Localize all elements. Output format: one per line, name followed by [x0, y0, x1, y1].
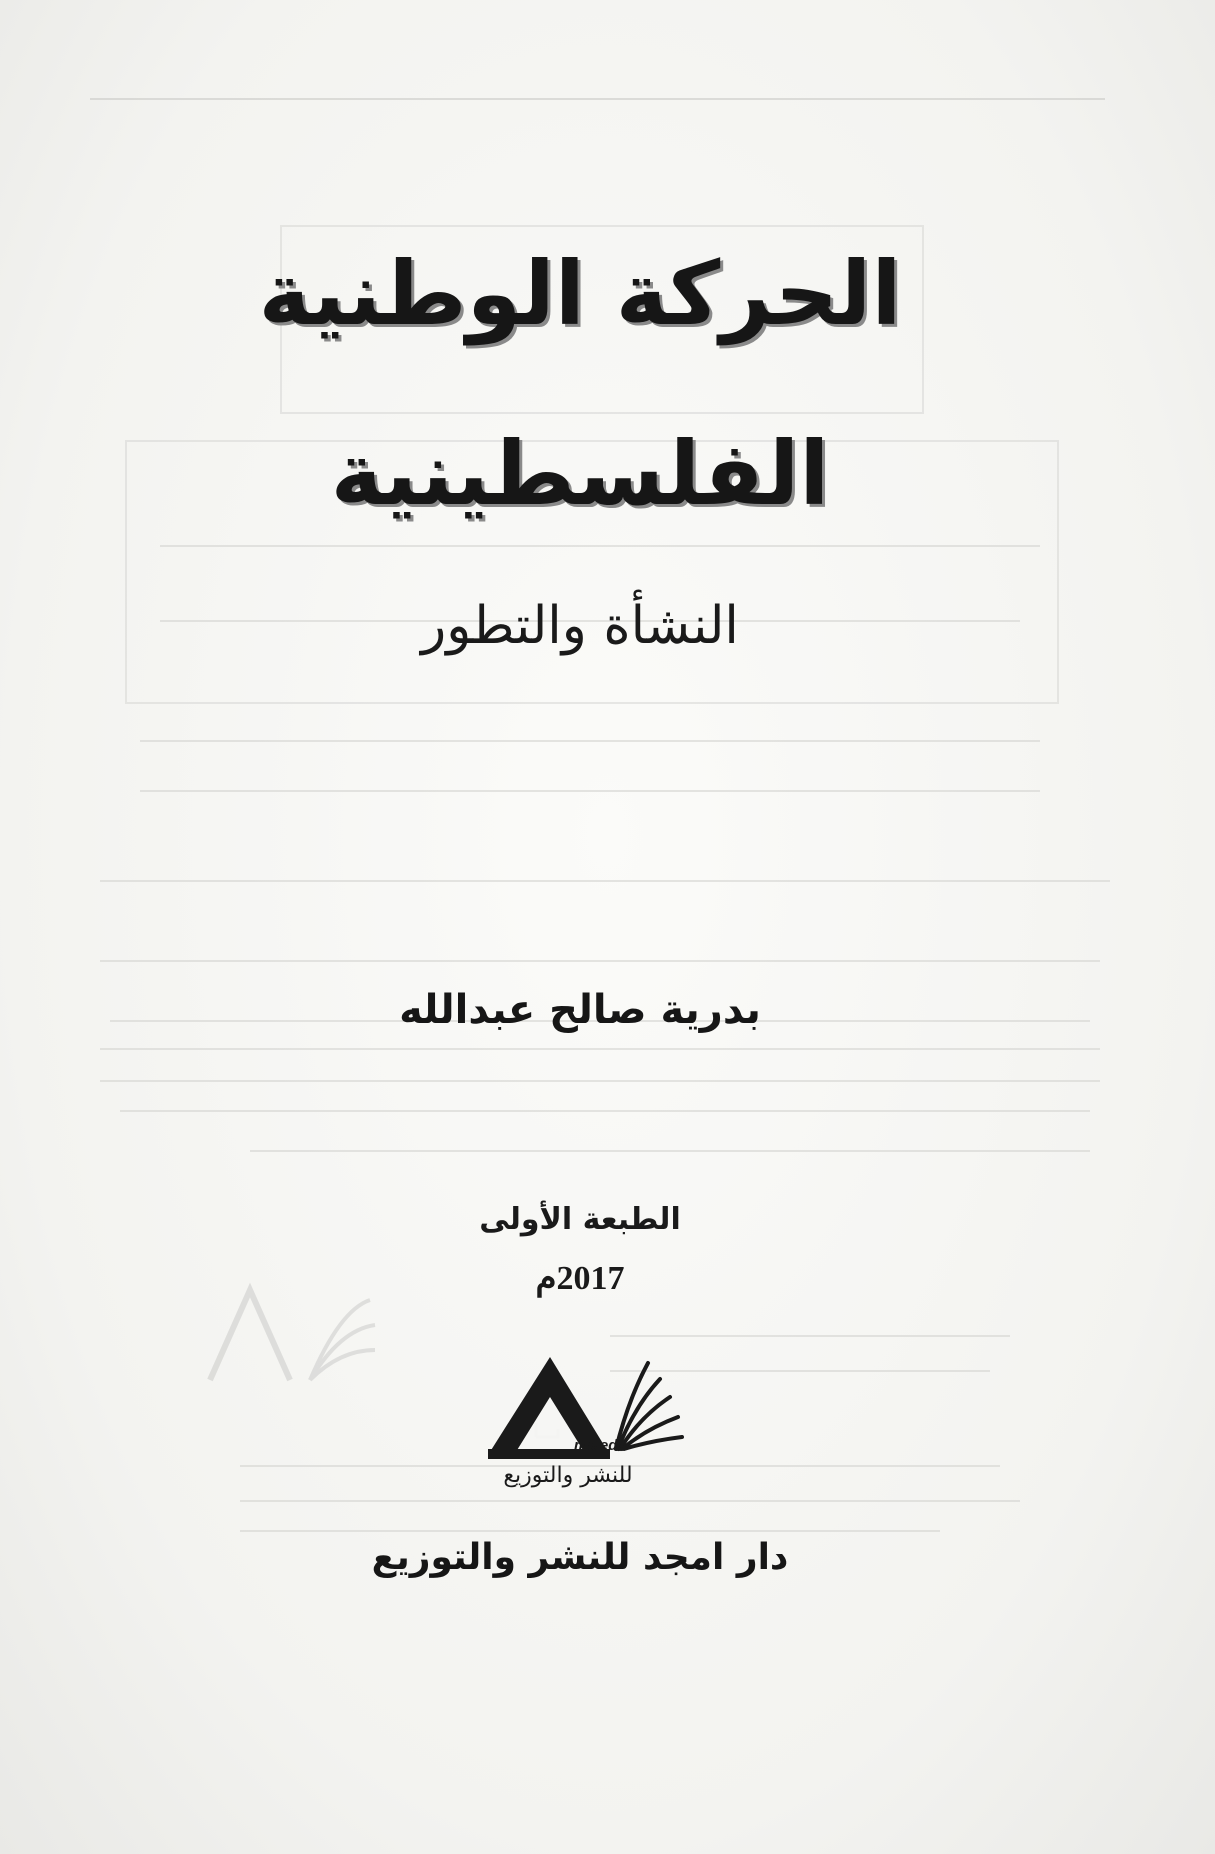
publisher-name: دار امجد للنشر والتوزيع — [371, 1537, 789, 1578]
book-title-line-1: الحركة الوطنية — [258, 242, 902, 345]
book-title-line-2: الفلسطينية — [330, 422, 830, 525]
bleed-through-line — [160, 545, 1040, 547]
bleed-through-line — [250, 1150, 1090, 1152]
bleed-through-line — [100, 960, 1100, 962]
publication-year: 2017م — [535, 1260, 625, 1297]
bleed-through-line — [100, 880, 1110, 882]
bleed-through-line — [240, 1500, 1020, 1502]
bleed-through-line — [120, 1110, 1090, 1112]
publisher-logo-latin: majed — [574, 1437, 618, 1454]
bleed-through-logo-icon — [190, 1270, 390, 1390]
edition-label: الطبعة الأولى — [479, 1202, 681, 1237]
bleed-through-line — [140, 790, 1040, 792]
bleed-through-line — [140, 740, 1040, 742]
publisher-logo-icon — [478, 1345, 688, 1495]
book-subtitle: النشأة والتطور — [421, 596, 739, 656]
bleed-through-line — [100, 1080, 1100, 1082]
bleed-through-line — [610, 1335, 1010, 1337]
author-name: بدرية صالح عبدالله — [399, 987, 761, 1033]
bleed-through-line — [100, 1048, 1100, 1050]
bleed-through-line — [240, 1530, 940, 1532]
publisher-logo-arabic: للنشر والتوزيع — [503, 1463, 633, 1488]
header-rule — [90, 98, 1105, 100]
